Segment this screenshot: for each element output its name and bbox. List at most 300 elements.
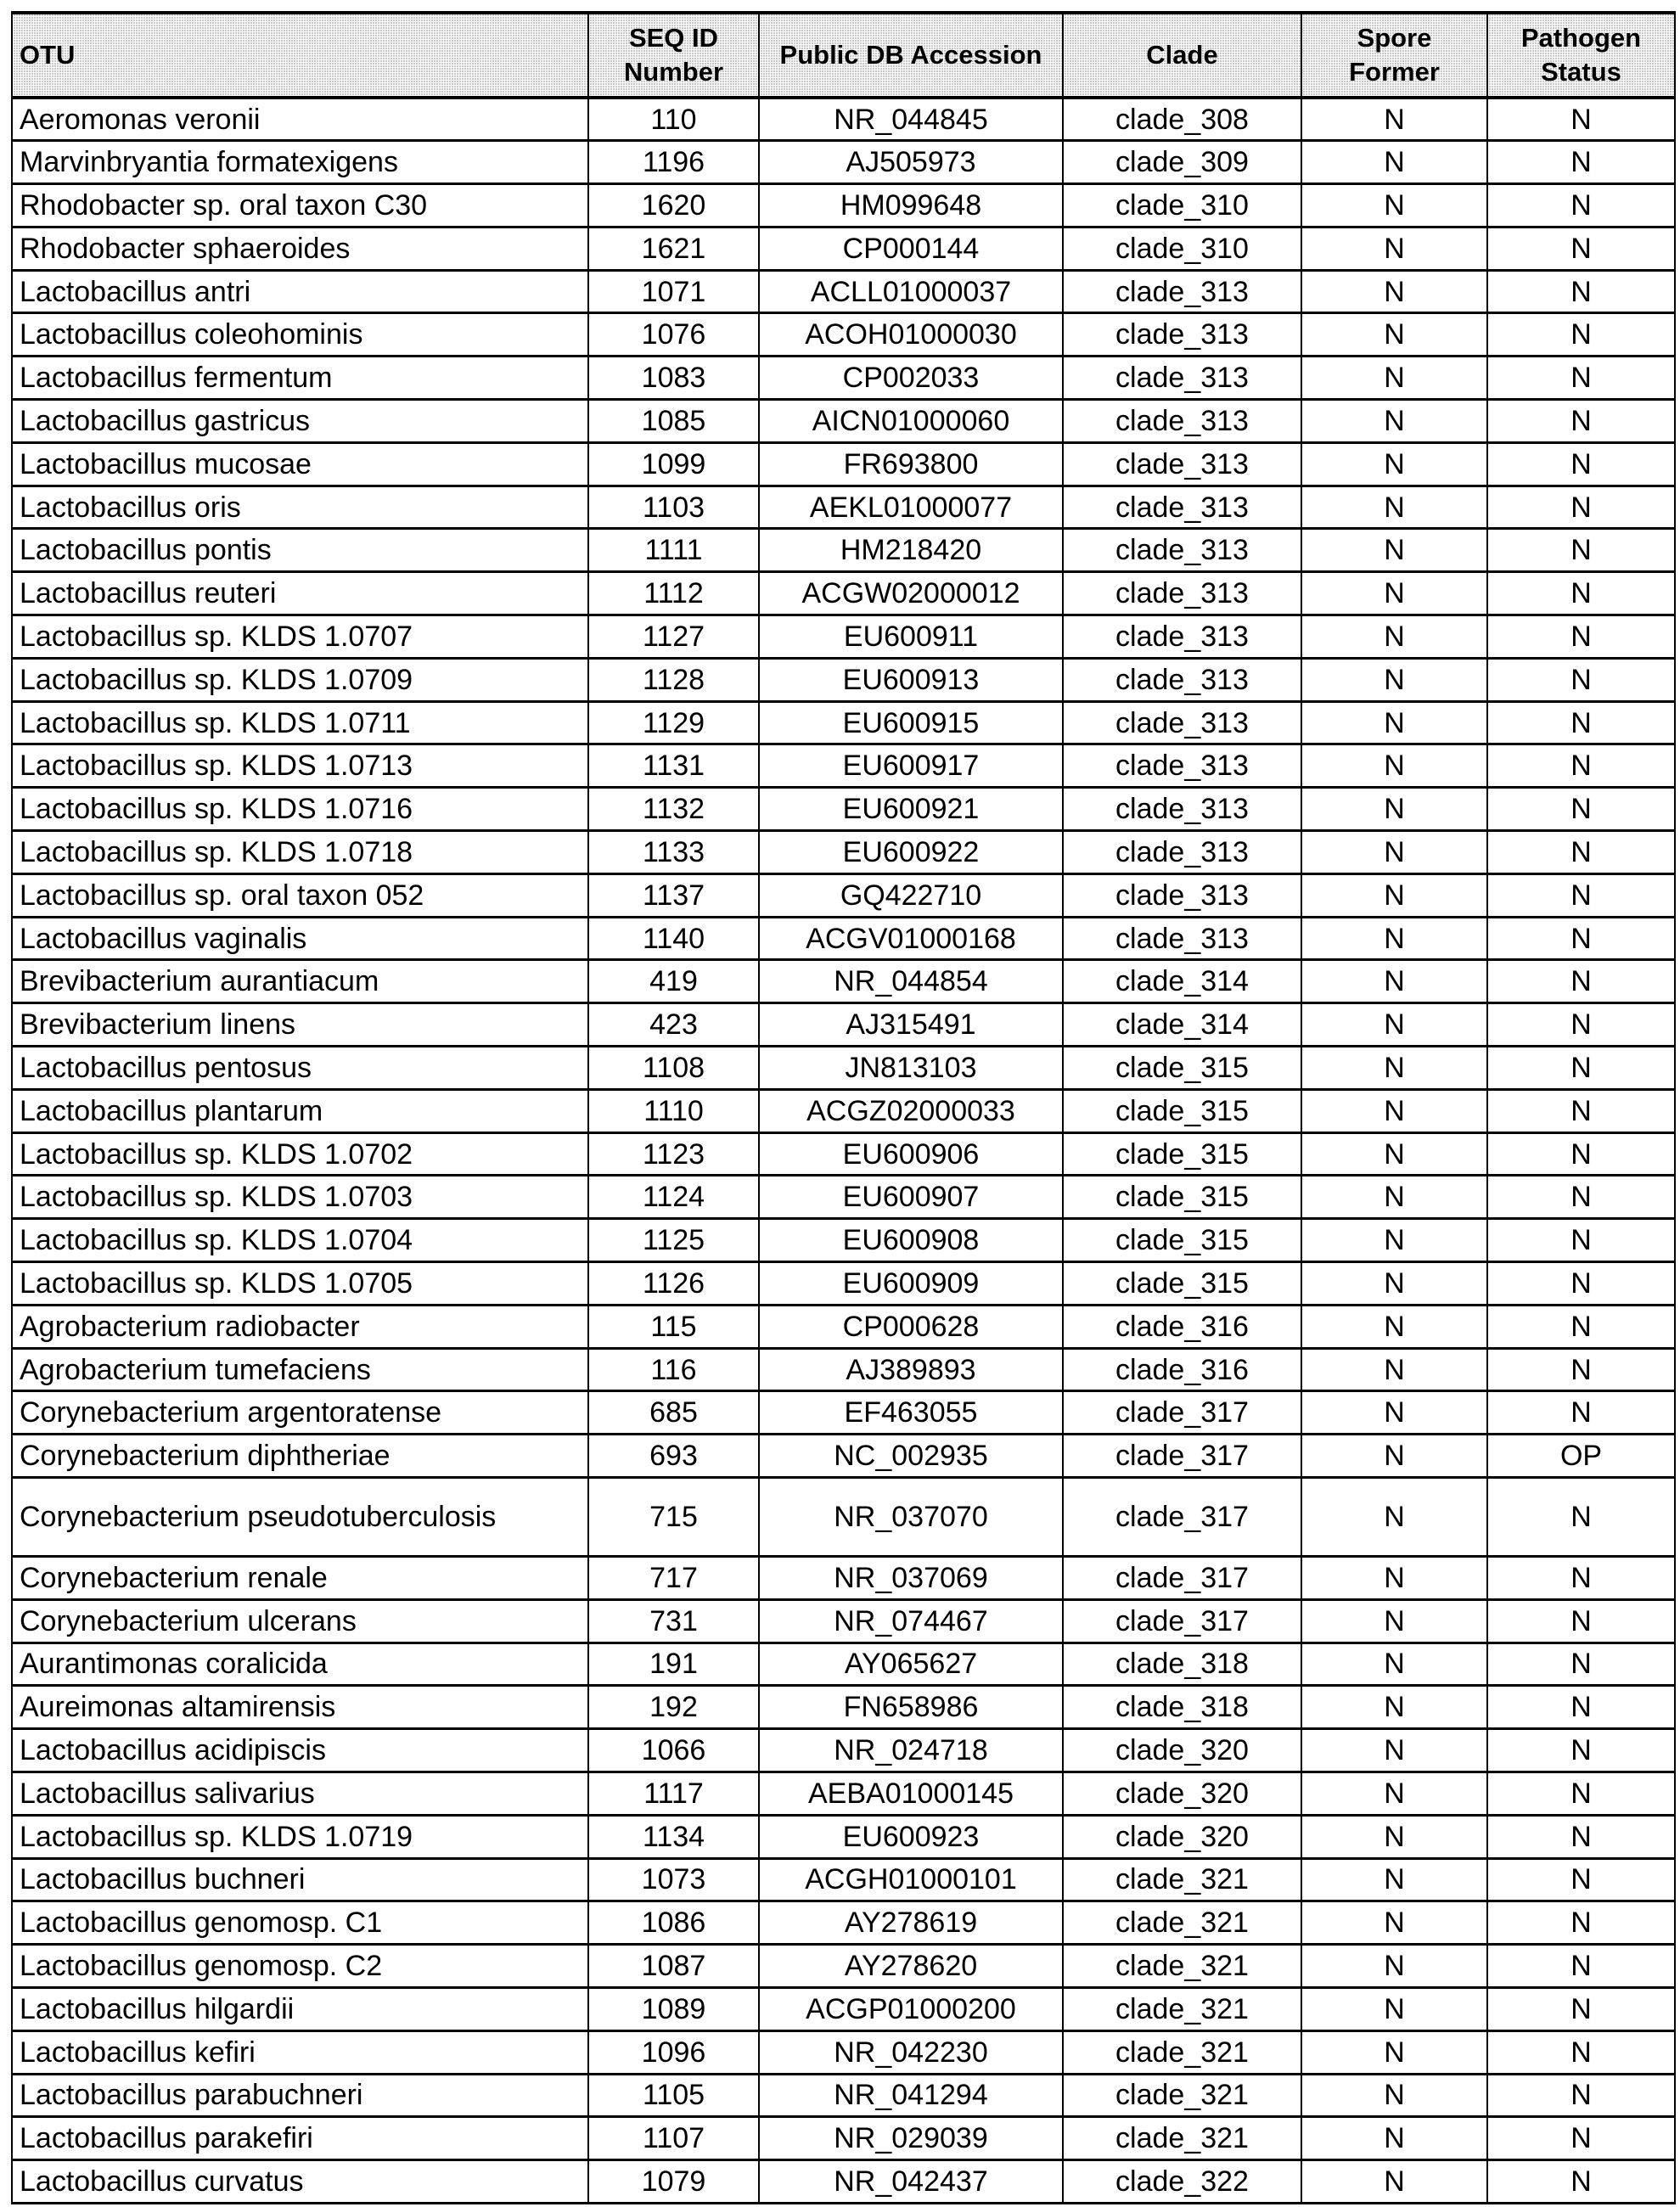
pathogen-status-cell: N <box>1487 1089 1675 1132</box>
pathogen-status-cell: N <box>1487 400 1675 443</box>
otu-cell: Lactobacillus sp. oral taxon 052 <box>12 873 588 917</box>
otu-cell: Marvinbryantia formatexigens <box>12 141 588 184</box>
clade-cell: clade_315 <box>1063 1262 1301 1306</box>
otu-cell: Lactobacillus hilgardii <box>12 1987 588 2030</box>
clade-cell: clade_317 <box>1063 1478 1301 1557</box>
clade-cell: clade_317 <box>1063 1391 1301 1435</box>
pathogen-status-cell: N <box>1487 1858 1675 1901</box>
otu-cell: Aeromonas veronii <box>12 98 588 141</box>
clade-cell: clade_316 <box>1063 1305 1301 1348</box>
pathogen-status-cell: N <box>1487 788 1675 831</box>
seq-id-cell: 1124 <box>588 1176 759 1219</box>
accession-cell: CP000628 <box>759 1305 1063 1348</box>
pathogen-status-cell: N <box>1487 442 1675 486</box>
pathogen-status-cell: N <box>1487 357 1675 400</box>
spore-former-cell: N <box>1301 1176 1487 1219</box>
seq-id-cell: 116 <box>588 1348 759 1391</box>
otu-cell: Lactobacillus acidipiscis <box>12 1729 588 1772</box>
clade-cell: clade_317 <box>1063 1557 1301 1600</box>
accession-cell: AEKL01000077 <box>759 486 1063 529</box>
table-row <box>12 184 1675 227</box>
table-row <box>12 1987 1675 2030</box>
table-row <box>12 1858 1675 1901</box>
pathogen-status-cell: N <box>1487 1987 1675 2030</box>
otu-cell: Lactobacillus gastricus <box>12 400 588 443</box>
table-row <box>12 744 1675 788</box>
otu-cell: Lactobacillus genomosp. C1 <box>12 1901 588 1945</box>
spore-former-cell: N <box>1301 1003 1487 1047</box>
accession-cell: ACGZ02000033 <box>759 1089 1063 1132</box>
pathogen-status-cell: N <box>1487 744 1675 788</box>
spore-former-cell: N <box>1301 1557 1487 1600</box>
accession-cell: ACGV01000168 <box>759 917 1063 960</box>
clade-cell: clade_313 <box>1063 873 1301 917</box>
pathogen-status-cell: N <box>1487 1599 1675 1643</box>
clade-cell: clade_320 <box>1063 1729 1301 1772</box>
spore-former-cell: N <box>1301 400 1487 443</box>
seq-id-cell: 1110 <box>588 1089 759 1132</box>
accession-cell: FR693800 <box>759 442 1063 486</box>
spore-former-cell: N <box>1301 1643 1487 1686</box>
spore-former-cell: N <box>1301 442 1487 486</box>
accession-cell: EU600917 <box>759 744 1063 788</box>
clade-cell: clade_310 <box>1063 184 1301 227</box>
accession-cell: AJ389893 <box>759 1348 1063 1391</box>
accession-cell: AY278620 <box>759 1945 1063 1988</box>
otu-cell: Lactobacillus sp. KLDS 1.0704 <box>12 1219 588 1262</box>
accession-cell: NR_044845 <box>759 98 1063 141</box>
otu-cell: Rhodobacter sphaeroides <box>12 227 588 270</box>
spore-former-cell: N <box>1301 270 1487 313</box>
spore-former-cell: N <box>1301 788 1487 831</box>
seq-id-cell: 1111 <box>588 529 759 572</box>
table-row <box>12 1945 1675 1988</box>
seq-id-cell: 1112 <box>588 572 759 615</box>
accession-cell: AJ505973 <box>759 141 1063 184</box>
otu-cell: Lactobacillus sp. KLDS 1.0718 <box>12 831 588 874</box>
pathogen-status-cell: N <box>1487 615 1675 659</box>
pathogen-status-cell: N <box>1487 1219 1675 1262</box>
accession-cell: FN658986 <box>759 1686 1063 1729</box>
table-row <box>12 442 1675 486</box>
table-row <box>12 2030 1675 2074</box>
clade-cell: clade_321 <box>1063 2117 1301 2160</box>
otu-cell: Lactobacillus genomosp. C2 <box>12 1945 588 1988</box>
accession-cell: GQ422710 <box>759 873 1063 917</box>
table-row <box>12 572 1675 615</box>
header-pathogen-status: Pathogen Status <box>1487 13 1675 98</box>
table-row <box>12 701 1675 744</box>
accession-cell: EU600909 <box>759 1262 1063 1306</box>
spore-former-cell: N <box>1301 2117 1487 2160</box>
spore-former-cell: N <box>1301 529 1487 572</box>
pathogen-status-cell: N <box>1487 1132 1675 1176</box>
table-row <box>12 2074 1675 2117</box>
clade-cell: clade_315 <box>1063 1176 1301 1219</box>
spore-former-cell: N <box>1301 960 1487 1003</box>
otu-cell: Aureimonas altamirensis <box>12 1686 588 1729</box>
clade-cell: clade_313 <box>1063 658 1301 701</box>
header-spore-former: Spore Former <box>1301 13 1487 98</box>
clade-cell: clade_321 <box>1063 1858 1301 1901</box>
seq-id-cell: 1131 <box>588 744 759 788</box>
table-row <box>12 1643 1675 1686</box>
clade-cell: clade_313 <box>1063 529 1301 572</box>
accession-cell: NR_074467 <box>759 1599 1063 1643</box>
otu-cell: Lactobacillus buchneri <box>12 1858 588 1901</box>
table-row <box>12 1901 1675 1945</box>
accession-cell: NR_042230 <box>759 2030 1063 2074</box>
table-row <box>12 1599 1675 1643</box>
clade-cell: clade_313 <box>1063 744 1301 788</box>
accession-cell: EU600908 <box>759 1219 1063 1262</box>
table-row <box>12 141 1675 184</box>
otu-cell: Lactobacillus sp. KLDS 1.0707 <box>12 615 588 659</box>
otu-cell: Brevibacterium linens <box>12 1003 588 1047</box>
table-row <box>12 1132 1675 1176</box>
seq-id-cell: 1134 <box>588 1815 759 1858</box>
accession-cell: NR_041294 <box>759 2074 1063 2117</box>
otu-cell: Lactobacillus kefiri <box>12 2030 588 2074</box>
pathogen-status-cell: N <box>1487 184 1675 227</box>
seq-id-cell: 1108 <box>588 1047 759 1090</box>
clade-cell: clade_322 <box>1063 2160 1301 2204</box>
otu-cell: Aurantimonas coralicida <box>12 1643 588 1686</box>
seq-id-cell: 685 <box>588 1391 759 1435</box>
clade-cell: clade_315 <box>1063 1219 1301 1262</box>
seq-id-cell: 693 <box>588 1435 759 1478</box>
clade-cell: clade_313 <box>1063 831 1301 874</box>
spore-former-cell: N <box>1301 1348 1487 1391</box>
accession-cell: ACGW02000012 <box>759 572 1063 615</box>
spore-former-cell: N <box>1301 1089 1487 1132</box>
otu-cell: Lactobacillus oris <box>12 486 588 529</box>
otu-cell: Corynebacterium diphtheriae <box>12 1435 588 1478</box>
spore-former-cell: N <box>1301 98 1487 141</box>
seq-id-cell: 1085 <box>588 400 759 443</box>
pathogen-status-cell: N <box>1487 1003 1675 1047</box>
pathogen-status-cell: N <box>1487 1047 1675 1090</box>
clade-cell: clade_313 <box>1063 701 1301 744</box>
spore-former-cell: N <box>1301 1132 1487 1176</box>
clade-cell: clade_315 <box>1063 1132 1301 1176</box>
seq-id-cell: 1126 <box>588 1262 759 1306</box>
seq-id-cell: 717 <box>588 1557 759 1600</box>
table-row <box>12 1557 1675 1600</box>
seq-id-cell: 1096 <box>588 2030 759 2074</box>
seq-id-cell: 1099 <box>588 442 759 486</box>
otu-cell: Lactobacillus reuteri <box>12 572 588 615</box>
spore-former-cell: N <box>1301 1262 1487 1306</box>
header-otu: OTU <box>12 13 588 98</box>
otu-cell: Rhodobacter sp. oral taxon C30 <box>12 184 588 227</box>
spore-former-cell: N <box>1301 1945 1487 1988</box>
accession-cell: ACLL01000037 <box>759 270 1063 313</box>
otu-cell: Corynebacterium ulcerans <box>12 1599 588 1643</box>
otu-cell: Lactobacillus sp. KLDS 1.0703 <box>12 1176 588 1219</box>
accession-cell: NR_044854 <box>759 960 1063 1003</box>
accession-cell: NR_037069 <box>759 1557 1063 1600</box>
clade-cell: clade_313 <box>1063 788 1301 831</box>
pathogen-status-cell: OP <box>1487 1435 1675 1478</box>
accession-cell: HM099648 <box>759 184 1063 227</box>
table-row <box>12 1435 1675 1478</box>
pathogen-status-cell: N <box>1487 1262 1675 1306</box>
accession-cell: EU600921 <box>759 788 1063 831</box>
table-row <box>12 1262 1675 1306</box>
otu-cell: Lactobacillus fermentum <box>12 357 588 400</box>
header-accession: Public DB Accession <box>759 13 1063 98</box>
spore-former-cell: N <box>1301 357 1487 400</box>
seq-id-cell: 419 <box>588 960 759 1003</box>
accession-cell: NR_037070 <box>759 1478 1063 1557</box>
accession-cell: ACOH01000030 <box>759 313 1063 357</box>
otu-cell: Lactobacillus coleohominis <box>12 313 588 357</box>
accession-cell: AJ315491 <box>759 1003 1063 1047</box>
clade-cell: clade_313 <box>1063 615 1301 659</box>
clade-cell: clade_308 <box>1063 98 1301 141</box>
seq-id-cell: 715 <box>588 1478 759 1557</box>
pathogen-status-cell: N <box>1487 873 1675 917</box>
otu-cell: Lactobacillus sp. KLDS 1.0709 <box>12 658 588 701</box>
accession-cell: EU600915 <box>759 701 1063 744</box>
clade-cell: clade_321 <box>1063 1945 1301 1988</box>
spore-former-cell: N <box>1301 658 1487 701</box>
clade-cell: clade_321 <box>1063 2030 1301 2074</box>
otu-table <box>11 11 1676 2204</box>
clade-cell: clade_313 <box>1063 357 1301 400</box>
spore-former-cell: N <box>1301 141 1487 184</box>
pathogen-status-cell: N <box>1487 701 1675 744</box>
spore-former-cell: N <box>1301 486 1487 529</box>
pathogen-status-cell: N <box>1487 141 1675 184</box>
pathogen-status-cell: N <box>1487 1643 1675 1686</box>
otu-cell: Agrobacterium tumefaciens <box>12 1348 588 1391</box>
otu-cell: Lactobacillus sp. KLDS 1.0713 <box>12 744 588 788</box>
table-row <box>12 831 1675 874</box>
otu-cell: Corynebacterium argentoratense <box>12 1391 588 1435</box>
otu-cell: Lactobacillus sp. KLDS 1.0705 <box>12 1262 588 1306</box>
seq-id-cell: 1089 <box>588 1987 759 2030</box>
table-row <box>12 1772 1675 1815</box>
otu-cell: Lactobacillus pontis <box>12 529 588 572</box>
seq-id-cell: 1621 <box>588 227 759 270</box>
pathogen-status-cell: N <box>1487 1557 1675 1600</box>
accession-cell: EU600913 <box>759 658 1063 701</box>
clade-cell: clade_313 <box>1063 400 1301 443</box>
pathogen-status-cell: N <box>1487 313 1675 357</box>
table-row <box>12 1348 1675 1391</box>
spore-former-cell: N <box>1301 2030 1487 2074</box>
clade-cell: clade_314 <box>1063 960 1301 1003</box>
pathogen-status-cell: N <box>1487 658 1675 701</box>
table-row <box>12 1047 1675 1090</box>
accession-cell: NR_024718 <box>759 1729 1063 1772</box>
otu-cell: Lactobacillus mucosae <box>12 442 588 486</box>
pathogen-status-cell: N <box>1487 227 1675 270</box>
clade-cell: clade_313 <box>1063 486 1301 529</box>
table-row <box>12 98 1675 141</box>
clade-cell: clade_320 <box>1063 1772 1301 1815</box>
accession-cell: HM218420 <box>759 529 1063 572</box>
accession-cell: AICN01000060 <box>759 400 1063 443</box>
accession-cell: CP000144 <box>759 227 1063 270</box>
table-row <box>12 1219 1675 1262</box>
pathogen-status-cell: N <box>1487 960 1675 1003</box>
seq-id-cell: 1620 <box>588 184 759 227</box>
seq-id-cell: 1132 <box>588 788 759 831</box>
spore-former-cell: N <box>1301 1815 1487 1858</box>
seq-id-cell: 1107 <box>588 2117 759 2160</box>
accession-cell: EF463055 <box>759 1391 1063 1435</box>
accession-cell: NR_029039 <box>759 2117 1063 2160</box>
seq-id-cell: 1196 <box>588 141 759 184</box>
table-row <box>12 917 1675 960</box>
spore-former-cell: N <box>1301 744 1487 788</box>
table-row <box>12 1686 1675 1729</box>
seq-id-cell: 115 <box>588 1305 759 1348</box>
spore-former-cell: N <box>1301 2074 1487 2117</box>
accession-cell: EU600922 <box>759 831 1063 874</box>
spore-former-cell: N <box>1301 313 1487 357</box>
spore-former-cell: N <box>1301 1478 1487 1557</box>
clade-cell: clade_310 <box>1063 227 1301 270</box>
pathogen-status-cell: N <box>1487 1729 1675 1772</box>
spore-former-cell: N <box>1301 1772 1487 1815</box>
seq-id-cell: 1103 <box>588 486 759 529</box>
seq-id-cell: 1086 <box>588 1901 759 1945</box>
spore-former-cell: N <box>1301 1305 1487 1348</box>
table-row <box>12 357 1675 400</box>
accession-cell: NR_042437 <box>759 2160 1063 2204</box>
seq-id-cell: 192 <box>588 1686 759 1729</box>
seq-id-cell: 1127 <box>588 615 759 659</box>
pathogen-status-cell: N <box>1487 2074 1675 2117</box>
pathogen-status-cell: N <box>1487 572 1675 615</box>
spore-former-cell: N <box>1301 615 1487 659</box>
seq-id-cell: 1087 <box>588 1945 759 1988</box>
pathogen-status-cell: N <box>1487 917 1675 960</box>
pathogen-status-cell: N <box>1487 1391 1675 1435</box>
pathogen-status-cell: N <box>1487 1945 1675 1988</box>
pathogen-status-cell: N <box>1487 1901 1675 1945</box>
otu-cell: Lactobacillus antri <box>12 270 588 313</box>
otu-cell: Lactobacillus parabuchneri <box>12 2074 588 2117</box>
accession-cell: EU600911 <box>759 615 1063 659</box>
seq-id-cell: 191 <box>588 1643 759 1686</box>
seq-id-cell: 1079 <box>588 2160 759 2204</box>
pathogen-status-cell: N <box>1487 486 1675 529</box>
otu-cell: Lactobacillus pentosus <box>12 1047 588 1090</box>
table-row <box>12 1305 1675 1348</box>
seq-id-cell: 1125 <box>588 1219 759 1262</box>
accession-cell: EU600907 <box>759 1176 1063 1219</box>
spore-former-cell: N <box>1301 1987 1487 2030</box>
spore-former-cell: N <box>1301 831 1487 874</box>
seq-id-cell: 1128 <box>588 658 759 701</box>
accession-cell: NC_002935 <box>759 1435 1063 1478</box>
accession-cell: EU600906 <box>759 1132 1063 1176</box>
seq-id-cell: 1133 <box>588 831 759 874</box>
otu-cell: Lactobacillus sp. KLDS 1.0719 <box>12 1815 588 1858</box>
table-row <box>12 1003 1675 1047</box>
table-row <box>12 2117 1675 2160</box>
otu-cell: Lactobacillus plantarum <box>12 1089 588 1132</box>
table-row <box>12 227 1675 270</box>
table-row <box>12 960 1675 1003</box>
clade-cell: clade_309 <box>1063 141 1301 184</box>
otu-cell: Lactobacillus sp. KLDS 1.0716 <box>12 788 588 831</box>
clade-cell: clade_316 <box>1063 1348 1301 1391</box>
otu-cell: Corynebacterium pseudotuberculosis <box>12 1478 588 1557</box>
table-row <box>12 1478 1675 1557</box>
clade-cell: clade_315 <box>1063 1089 1301 1132</box>
seq-id-cell: 1123 <box>588 1132 759 1176</box>
clade-cell: clade_321 <box>1063 2074 1301 2117</box>
accession-cell: AY278619 <box>759 1901 1063 1945</box>
seq-id-cell: 110 <box>588 98 759 141</box>
spore-former-cell: N <box>1301 1219 1487 1262</box>
seq-id-cell: 1105 <box>588 2074 759 2117</box>
table-row <box>12 1089 1675 1132</box>
clade-cell: clade_317 <box>1063 1599 1301 1643</box>
spore-former-cell: N <box>1301 2160 1487 2204</box>
accession-cell: AY065627 <box>759 1643 1063 1686</box>
spore-former-cell: N <box>1301 917 1487 960</box>
spore-former-cell: N <box>1301 1686 1487 1729</box>
pathogen-status-cell: N <box>1487 1176 1675 1219</box>
clade-cell: clade_318 <box>1063 1643 1301 1686</box>
accession-cell: ACGH01000101 <box>759 1858 1063 1901</box>
seq-id-cell: 1066 <box>588 1729 759 1772</box>
pathogen-status-cell: N <box>1487 529 1675 572</box>
header-row <box>12 13 1675 98</box>
pathogen-status-cell: N <box>1487 1772 1675 1815</box>
table-row <box>12 615 1675 659</box>
table-row <box>12 1391 1675 1435</box>
pathogen-status-cell: N <box>1487 1478 1675 1557</box>
clade-cell: clade_321 <box>1063 1987 1301 2030</box>
accession-cell: CP002033 <box>759 357 1063 400</box>
table-row <box>12 1729 1675 1772</box>
table-row <box>12 1815 1675 1858</box>
clade-cell: clade_313 <box>1063 313 1301 357</box>
spore-former-cell: N <box>1301 1729 1487 1772</box>
otu-cell: Lactobacillus parakefiri <box>12 2117 588 2160</box>
seq-id-cell: 1129 <box>588 701 759 744</box>
clade-cell: clade_313 <box>1063 442 1301 486</box>
pathogen-status-cell: N <box>1487 831 1675 874</box>
table-row <box>12 873 1675 917</box>
pathogen-status-cell: N <box>1487 1305 1675 1348</box>
accession-cell: JN813103 <box>759 1047 1063 1090</box>
otu-cell: Lactobacillus sp. KLDS 1.0711 <box>12 701 588 744</box>
seq-id-cell: 1137 <box>588 873 759 917</box>
clade-cell: clade_317 <box>1063 1435 1301 1478</box>
otu-cell: Corynebacterium renale <box>12 1557 588 1600</box>
pathogen-status-cell: N <box>1487 2160 1675 2204</box>
table-row <box>12 313 1675 357</box>
pathogen-status-cell: N <box>1487 2030 1675 2074</box>
spore-former-cell: N <box>1301 1391 1487 1435</box>
clade-cell: clade_318 <box>1063 1686 1301 1729</box>
clade-cell: clade_313 <box>1063 572 1301 615</box>
clade-cell: clade_315 <box>1063 1047 1301 1090</box>
accession-cell: EU600923 <box>759 1815 1063 1858</box>
seq-id-cell: 1076 <box>588 313 759 357</box>
clade-cell: clade_314 <box>1063 1003 1301 1047</box>
spore-former-cell: N <box>1301 701 1487 744</box>
